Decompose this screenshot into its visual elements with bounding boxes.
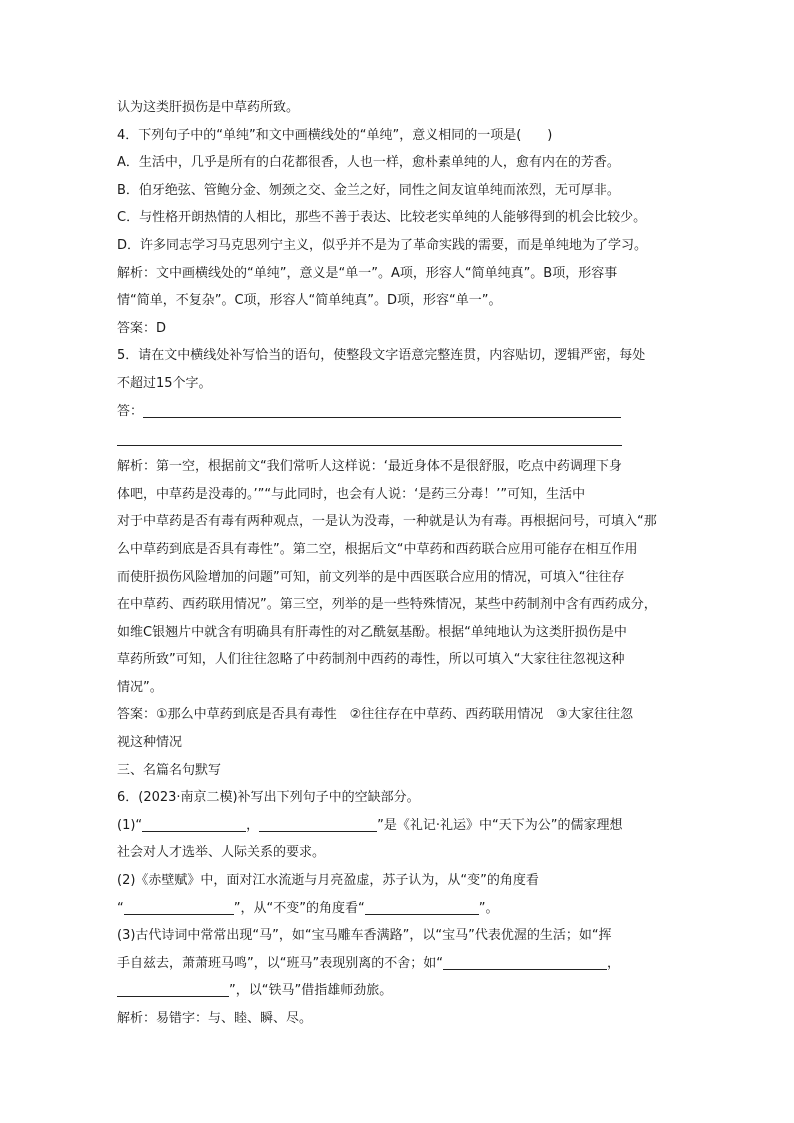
section-3-heading: 三、名篇名句默写 (117, 762, 222, 778)
fill-blank[interactable] (365, 900, 479, 915)
document-page (117, 94, 682, 1033)
question-4: 4．下列句子中的“单纯”和文中画横线处的“单纯”，意义相同的一项是( ) (117, 127, 553, 143)
question-6-3-line1: (3)古代诗词中常常出现“马”，如“宝马雕车香满路”，以“宝马”代表优渥的生活；如“挥 (117, 928, 612, 944)
analysis-5-line7: 如维C银翘片中就含有明确具有肝毒性的对乙酰氨基酚。根据“单纯地认为这类肝损伤是中 (117, 624, 627, 640)
question-6-2-line2 (117, 895, 682, 923)
text-fragment: “ (117, 900, 124, 916)
option-c: C．与性格开朗热情的人相比，那些不善于表达、比较老实单纯的人能够得到的机会比较少。 (117, 210, 647, 226)
option-d: D．许多同志学习马克思列宁主义，似乎并不是为了革命实践的需要，而是单纯地为了学习。 (117, 237, 648, 253)
question-6-1-line2: 社会对人才选举、人际关系的要求。 (117, 845, 326, 861)
text-fragment: ”，从“不变”的角度看“ (233, 900, 365, 916)
text-fragment: ”。 (478, 900, 499, 916)
fill-blank[interactable] (259, 817, 377, 832)
fill-blank[interactable] (142, 817, 246, 832)
analysis-5-line4: 么中草药到底是否具有毒性”。第二空，根据后文“中草药和西药联合应用可能存在相互作用 (117, 541, 638, 557)
question-5-line2: 不超过15个字。 (117, 375, 212, 391)
analysis-5-line8: 草药所致”可知，人们往往忽略了中药制剂中西药的毒性，所以可填入“大家往往忽视这种 (117, 652, 625, 668)
analysis-6: 解析：易错字：与、睦、瞬、尽。 (117, 1011, 313, 1026)
text-fragment: (1)“ (117, 817, 143, 833)
question-6-1-line1 (117, 812, 682, 840)
answer-5-line2: 视这种情况 (117, 735, 183, 751)
answer-blank-1[interactable] (143, 403, 621, 418)
answer-blank-2[interactable] (117, 431, 622, 446)
fill-blank[interactable] (124, 900, 234, 915)
analysis-4-line1: 解析：文中画横线处的“单纯”，意义是“单一”。A项，形容人“简单纯真”。B项，形容事 (117, 265, 618, 281)
answer-label: 答： (117, 403, 144, 419)
answer-5-blank-line (117, 398, 682, 426)
analysis-5-line9: 情况”。 (117, 679, 163, 695)
fill-blank[interactable] (443, 955, 607, 970)
text-fragment: ”，以“铁马”借指雄师劲旅。 (229, 983, 393, 999)
text-fragment: 手自兹去，萧萧班马鸣”，以“班马”表现别离的不舍；如“ (117, 955, 443, 971)
option-b: B．伯牙绝弦、管鲍分金、刎颈之交、金兰之好，同性之间友谊单纯而浓烈，无可厚非。 (117, 182, 620, 198)
analysis-5-line5: 而使肝损伤风险增加的问题”可知，前文列举的是中西医联合应用的情况，可填入“往往存 (117, 569, 625, 585)
analysis-4-line2: 情“简单，不复杂”。C项，形容人“简单纯真”。D项，形容“单一”。 (117, 293, 502, 309)
analysis-5-line6: 在中草药、西药联用情况”。第三空，列举的是一些特殊情况，某些中药制剂中含有西药成分， (117, 597, 657, 613)
analysis-5-line2: 体吧，中草药是没毒的。’”“与此同时，也会有人说：‘是药三分毒！’”可知，生活中 (117, 486, 586, 502)
text-fragment: ， (246, 817, 260, 833)
question-6-3-line3 (117, 977, 682, 1005)
text-fragment: ， (606, 955, 620, 971)
analysis-5-line3: 对于中草药是否有毒有两种观点，一是认为没毒，一种就是认为有毒。再根据问号，可填入“那 (117, 514, 657, 530)
fill-blank[interactable] (117, 982, 229, 997)
text-fragment: ”是《礼记·礼运》中“天下为公”的儒家理想 (377, 817, 623, 833)
question-6-2-line1: (2)《赤壁赋》中，面对江水流逝与月亮盈虚，苏子认为，从“变”的角度看 (117, 873, 539, 889)
option-a: A．生活中，几乎是所有的白花都很香，人也一样，愈朴素单纯的人，愈有内在的芳香。 (117, 155, 620, 171)
answer-5-line1: 答案：①那么中草药到底是否具有毒性 ②往往存在中草药、西药联用情况 ③大家往往忽 (117, 707, 633, 723)
question-6: 6．(2023·南京二模)补写出下列句子中的空缺部分。 (117, 790, 420, 806)
question-5-line1: 5．请在文中横线处补写恰当的语句，使整段文字语意完整连贯，内容贴切，逻辑严密，每处 (117, 348, 646, 364)
text-line: 认为这类肝损伤是中草药所致。 (117, 100, 300, 115)
question-6-3-line2 (117, 950, 682, 978)
analysis-5-line1: 解析：第一空，根据前文“我们常听人这样说：‘最近身体不是很舒服，吃点中药调理下身 (117, 459, 622, 475)
answer-4: 答案：D (117, 320, 167, 336)
